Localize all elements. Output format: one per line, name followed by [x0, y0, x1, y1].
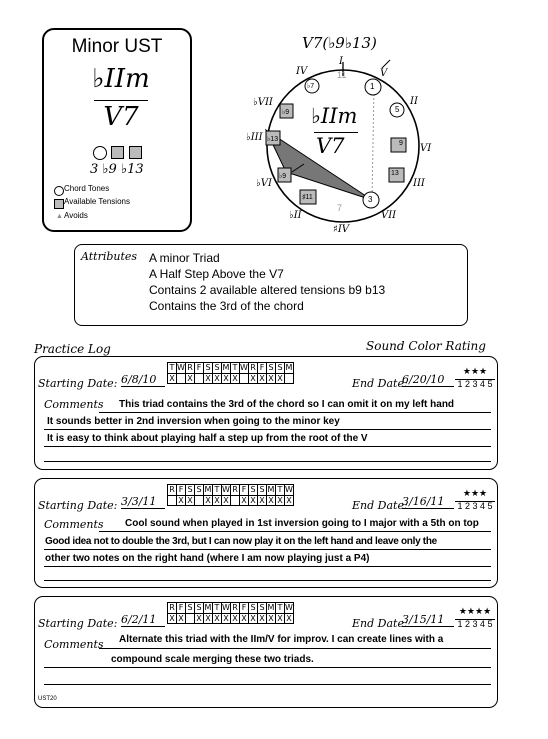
comments-label: Comments: [44, 398, 104, 411]
day-letter: S: [214, 363, 220, 372]
start-date[interactable]: 3/3/11: [121, 495, 165, 509]
day-letter: M: [204, 603, 212, 612]
comment-line: other two notes on the right hand (where I am now playing just a P4): [45, 553, 370, 564]
day-letter: T: [277, 485, 283, 494]
legend-denominator: V7: [103, 102, 139, 132]
wheel-center-denominator: V7: [316, 134, 345, 158]
comment-line: Alternate this triad with the IIm/V for improv. I can create lines with a: [119, 634, 444, 645]
wheel-center-bar: [314, 132, 358, 133]
wheel-outer-label: V: [380, 68, 388, 79]
day-letter: M: [222, 363, 230, 372]
wheel-outer-label: ♭III: [246, 132, 263, 143]
day-letter: W: [240, 363, 248, 372]
wheel-inner-label: 1: [370, 82, 375, 91]
day-grid: [168, 484, 294, 506]
legend-tension-labels: 3 ♭9 ♭13: [90, 162, 144, 177]
day-letter: W: [222, 485, 230, 494]
day-grid: [168, 362, 294, 384]
rating-scale: 1 2 3 4 5: [455, 501, 495, 511]
day-mark: X: [277, 496, 283, 505]
day-letter: M: [267, 485, 275, 494]
wheel-outer-label: III: [413, 178, 425, 189]
tension-square-icon: [111, 146, 124, 159]
day-letter: W: [285, 603, 293, 612]
rating-stars[interactable]: ★★★: [462, 366, 488, 376]
day-letter: S: [268, 363, 274, 372]
day-mark: X: [241, 614, 247, 623]
comment-line: This triad contains the 3rd of the chord so I can omit it on my left hand: [119, 399, 455, 410]
legend-box: [42, 28, 192, 232]
comment-line: Cool sound when played in 1st inversion going to I major with a 5th on top: [125, 518, 479, 529]
comment-rule: [44, 446, 491, 447]
day-grid: [168, 602, 294, 624]
day-letter: T: [214, 603, 220, 612]
day-mark: X: [214, 614, 220, 623]
log-entry: [34, 596, 498, 708]
day-letter: S: [277, 363, 283, 372]
footer-code: UST20: [38, 696, 57, 702]
log-entry: [34, 478, 498, 588]
day-mark: [168, 495, 176, 505]
day-mark: X: [259, 374, 265, 383]
day-letter: F: [178, 485, 184, 494]
wheel-chord-label: V7(♭9♭13): [302, 34, 377, 52]
wheel-outer-label: IV: [296, 66, 308, 77]
chord-tone-circle-icon: [93, 146, 107, 160]
comments-label: Comments: [44, 518, 104, 531]
comment-rule: [99, 648, 491, 649]
day-mark: X: [205, 496, 211, 505]
wheel-outer-label: I: [339, 56, 343, 67]
start-date[interactable]: 6/8/10: [121, 373, 165, 387]
start-date-label: Starting Date:: [38, 617, 118, 630]
day-letter: S: [259, 485, 265, 494]
comment-rule: [44, 429, 491, 430]
day-mark: X: [214, 374, 220, 383]
day-letter: F: [259, 363, 265, 372]
comment-rule: [44, 667, 491, 668]
day-mark: X: [223, 374, 229, 383]
day-letter: R: [187, 363, 193, 372]
day-letter: M: [285, 363, 293, 372]
comment-rule: [99, 412, 491, 413]
day-letter: W: [285, 485, 293, 494]
day-letter: S: [250, 603, 256, 612]
wheel-inner-label: 13: [391, 170, 399, 177]
wheel-outer-label: ♯IV: [333, 224, 350, 235]
day-mark: X: [223, 496, 229, 505]
dotted-guide: [372, 86, 374, 200]
day-letter: R: [169, 485, 175, 494]
attribute-line: A minor Triad: [149, 251, 220, 265]
comment-rule: [44, 461, 491, 462]
wheel-outer-label: II: [410, 96, 418, 107]
attribute-line: Contains the 3rd of the chord: [149, 299, 304, 313]
wheel-center-numerator: ♭IIm: [311, 104, 358, 128]
rating-stars[interactable]: ★★★★: [458, 606, 492, 616]
start-date[interactable]: 6/2/11: [121, 613, 165, 627]
day-mark: X: [250, 496, 256, 505]
wheel-outer-label: VI: [420, 143, 432, 154]
day-letter: F: [178, 603, 184, 612]
end-date[interactable]: 3/16/11: [402, 495, 454, 509]
day-mark: X: [205, 374, 211, 383]
day-mark: X: [259, 496, 265, 505]
log-entry: [34, 356, 498, 470]
day-mark: [240, 373, 248, 383]
day-mark: X: [286, 614, 292, 623]
day-mark: X: [268, 614, 274, 623]
chord-tone-legend-icon: [54, 186, 64, 196]
avoid-legend-icon: ▲: [56, 213, 63, 220]
legend-fraction-bar: [94, 100, 148, 101]
day-letter: S: [259, 603, 265, 612]
day-mark: [177, 373, 185, 383]
day-letter: T: [232, 363, 238, 372]
day-mark: X: [241, 496, 247, 505]
day-letter: M: [204, 485, 212, 494]
wheel-inner-label: 5: [395, 105, 400, 114]
start-date-label: Starting Date:: [38, 499, 118, 512]
legend-item: Available Tensions: [64, 197, 130, 206]
day-mark: [195, 373, 203, 383]
day-letter: S: [205, 363, 211, 372]
legend-numerator: ♭IIm: [92, 64, 150, 94]
end-date-label: End Date:: [352, 499, 408, 512]
wheel-inner-label: ♭13: [267, 136, 279, 143]
day-mark: X: [268, 374, 274, 383]
day-letter: S: [196, 603, 202, 612]
day-letter: W: [222, 603, 230, 612]
comment-line: Good idea not to double the 3rd, but I can now play it on the left hand and leave only the: [45, 536, 437, 547]
day-cell[interactable]: [284, 484, 294, 506]
legend-item: Avoids: [64, 211, 88, 220]
attributes-label: Attributes: [81, 250, 138, 263]
day-mark: [195, 495, 203, 505]
day-letter: S: [187, 485, 193, 494]
day-letter: T: [214, 485, 220, 494]
attributes-box: [74, 244, 468, 326]
comment-rule: [44, 580, 491, 581]
day-mark: X: [232, 374, 238, 383]
day-mark: X: [205, 614, 211, 623]
rating-stars[interactable]: ★★★: [462, 488, 488, 498]
comment-rule: [44, 684, 491, 685]
day-letter: R: [169, 603, 175, 612]
comment-line: It is easy to think about playing half a step up from the root of the V: [47, 433, 368, 444]
legend-item: Chord Tones: [64, 184, 110, 193]
day-letter: S: [187, 603, 193, 612]
wheel-outer-label: VII: [381, 210, 397, 221]
day-mark: X: [250, 374, 256, 383]
comment-rule: [44, 549, 491, 550]
day-mark: X: [268, 496, 274, 505]
day-letter: S: [250, 485, 256, 494]
wheel-inner-label: 7: [337, 203, 343, 213]
day-mark: [186, 613, 194, 623]
day-cell[interactable]: [284, 602, 294, 624]
day-mark: X: [178, 614, 184, 623]
day-letter: T: [277, 603, 283, 612]
wheel-inner-label: ♯11: [302, 194, 313, 201]
wheel-outer-label: ♭VII: [253, 97, 273, 108]
practice-log-title: Practice Log: [34, 342, 111, 356]
wheel-inner-label: ♭9: [279, 173, 287, 180]
comment-rule: [99, 531, 491, 532]
day-cell[interactable]: [284, 362, 294, 384]
root-pointer: [382, 60, 390, 68]
comment-line: It sounds better in 2nd inversion when going to the minor key: [47, 416, 340, 427]
day-letter: R: [232, 603, 238, 612]
day-mark: X: [259, 614, 265, 623]
day-letter: M: [267, 603, 275, 612]
day-mark: X: [286, 496, 292, 505]
day-mark: [231, 495, 239, 505]
day-letter: R: [232, 485, 238, 494]
rating-scale: 1 2 3 4 5: [455, 619, 495, 629]
wheel-inner-label: ♭7: [307, 83, 315, 90]
day-mark: X: [169, 374, 175, 383]
day-mark: X: [232, 614, 238, 623]
comment-rule: [44, 566, 491, 567]
day-mark: X: [277, 374, 283, 383]
day-mark: X: [196, 614, 202, 623]
day-letter: F: [241, 603, 247, 612]
attribute-line: Contains 2 available altered tensions b9 b13: [149, 283, 386, 297]
wheel-inner-label: 11: [337, 70, 347, 80]
wheel-inner-label: 3: [368, 195, 373, 204]
day-mark: X: [223, 614, 229, 623]
start-date-label: Starting Date:: [38, 377, 118, 390]
rating-title: Sound Color Rating: [366, 339, 486, 353]
end-date[interactable]: 6/20/10: [402, 373, 454, 387]
end-date[interactable]: 3/15/11: [402, 613, 454, 627]
wheel-outer-label: ♭II: [289, 210, 302, 221]
day-letter: W: [177, 363, 185, 372]
comment-line: compound scale merging these two triads.: [111, 654, 314, 665]
legend-title: Minor UST: [71, 36, 163, 57]
day-mark: X: [169, 614, 175, 623]
day-mark: X: [250, 614, 256, 623]
day-mark: X: [187, 496, 193, 505]
attribute-line: A Half Step Above the V7: [149, 267, 284, 281]
day-mark: [285, 373, 293, 383]
end-date-label: End Date:: [352, 377, 408, 390]
day-letter: F: [241, 485, 247, 494]
day-mark: X: [214, 496, 220, 505]
day-mark: X: [178, 496, 184, 505]
day-mark: X: [277, 614, 283, 623]
day-letter: T: [169, 363, 175, 372]
tension-legend-icon: [54, 199, 64, 209]
day-mark: X: [187, 374, 193, 383]
wheel-inner-label: 9: [399, 140, 403, 147]
tension-square-icon: [129, 146, 142, 159]
comments-label: Comments: [44, 638, 104, 651]
end-date-label: End Date:: [352, 617, 408, 630]
day-letter: F: [196, 363, 202, 372]
day-letter: S: [196, 485, 202, 494]
wheel-inner-label: ♭9: [282, 109, 290, 116]
day-letter: R: [250, 363, 256, 372]
wheel-outer-label: ♭VI: [256, 178, 272, 189]
rating-scale: 1 2 3 4 5: [455, 379, 495, 389]
